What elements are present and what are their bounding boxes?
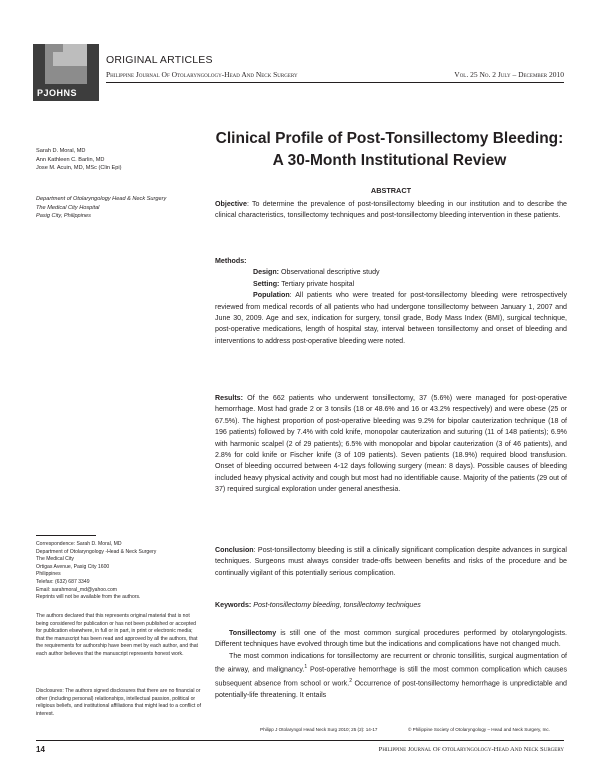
author-list (36, 147, 121, 173)
corr-line: Ortigas Avenue, Pasig City 1600 (36, 563, 110, 570)
ref-1[interactable]: 1 (304, 664, 308, 671)
logo-text: PJOHNS (37, 88, 78, 98)
declaration-note: The authors declared that this represents original material that is not being considered for publication or has not been published or accepted for publication elsewhere, in full or in part, in print or electronic media; that the manuscript has been read and approved by all the authors, that the requirements for authorship have been met by each author, and that each author believes that the manuscript represents honest work. (36, 613, 198, 657)
results-label: Results: (215, 394, 243, 402)
abstract-results (215, 393, 567, 496)
copyright-footnote: © Philippine Society of Otolaryngology – Head and Neck Surgery, Inc. (408, 727, 550, 732)
conclusion-text: : Post-tonsillectomy bleeding is still a clinically significant complication despite advances in surgical techniques. Surgeons must always consider trade-offs between benefits and risks of the procedure and be continually vigilant of this potentially serious complication. (215, 546, 567, 577)
design-text: Observational descriptive study (279, 268, 380, 277)
keywords-label: Keywords: (215, 601, 252, 609)
header-journal: Philippine Journal Of Otolaryngology-Head And Neck Surgery (106, 70, 298, 79)
corr-line: Reprints will not be available from the authors. (36, 594, 141, 601)
setting-text: Tertiary private hospital (279, 279, 355, 288)
journal-logo (33, 44, 99, 101)
objective-text: : To determine the prevalence of post-tonsillectomy bleeding in our institution and to describe the clinical characteristics, tonsillectomy techniques and post-tonsillectomy bleeding intervention in these patients. (215, 200, 567, 220)
corr-email[interactable]: Email: sarahmoral_md@yahoo.com (36, 586, 118, 593)
corr-line: Department of Otolaryngology -Head & Neck Surgery (36, 548, 157, 555)
corr-line: Philippines (36, 571, 61, 578)
corr-line: The Medical City (36, 556, 74, 563)
affiliation-line: The Medical City Hospital (36, 204, 100, 211)
abstract-heading: ABSTRACT (370, 186, 412, 195)
keywords (215, 600, 567, 611)
objective-label: Objective (215, 200, 247, 208)
body-p2a: The most common indications for tonsillectomy are recurrent or chronic tonsillitis, surgical augmentation of the airway, and malignancy. (215, 651, 567, 674)
body-p2c: Occurrence of post-tonsillectomy hemorrhage is unpredictable and potentially-life threatening. It entails (215, 679, 567, 699)
title-line-1: Clinical Profile of Post-Tonsillectomy Bleeding: (215, 130, 564, 147)
affiliation-line: Department of Otolaryngology Head & Neck Surgery (36, 196, 167, 202)
conclusion-label: Conclusion (215, 546, 254, 554)
design-label: Design: (253, 268, 280, 277)
body-text (215, 628, 567, 701)
sidebar-rule (36, 535, 96, 536)
author: Sarah D. Moral, MD (36, 148, 86, 154)
setting-label: Setting: (253, 279, 280, 288)
body-p2b: Post-operative hemorrhage is still the most common complication which causes subsequent absence from school or work. (215, 665, 567, 688)
corr-line: Telefax: (632) 687 3349 (36, 578, 90, 585)
body-p1: is still one of the most common surgical procedures performed by otolaryngologists. Different techniques have evolved through time but the indications and complications have not changed much. (215, 629, 567, 649)
corr-line: Correspondence: Sarah D. Moral, MD (36, 541, 122, 547)
footer-rule (36, 740, 564, 741)
title-line-2: A 30-Month Institutional Review (272, 152, 507, 169)
abstract-methods (215, 256, 567, 347)
methods-label: Methods: (215, 257, 247, 265)
author: Ann Kathleen C. Barlin, MD (36, 156, 105, 163)
keywords-text: Post-tonsillectomy bleeding, tonsillectomy techniques (251, 601, 421, 609)
population-label: Population (253, 291, 290, 300)
abstract-conclusion (215, 545, 567, 579)
header-issue: Vol. 25 No. 2 July – December 2010 (454, 70, 564, 79)
author: Jose M. Acuin, MD, MSc (Clin Epi) (36, 165, 122, 172)
ref-2[interactable]: 2 (349, 677, 352, 684)
body-lead: Tonsillectomy (229, 629, 277, 637)
citation-footnote: Philipp J Otolaryngol Head Neck Surg 2010; 25 (2): 14-17 (260, 727, 378, 732)
header-rule (106, 82, 564, 83)
affiliation-line: Pasig City, Philippines (36, 213, 91, 220)
population-text: : All patients who were treated for post-tonsillectomy bleeding were retrospectively reviewed from medical records of all patients who had undergone tonsillectomy between January 1, 2007 and June 30, 2009. Age and sex, indication for surgery, tonsil grade, Body Mass Index (BMI), surgical technique, post-operative medications, length of hospital stay, interval between tonsillectomy and onset of bleeding and interventions to address post-operative bleeding were noted. (215, 291, 567, 345)
abstract-objective (215, 199, 567, 222)
article-title (215, 128, 564, 172)
section-label: ORIGINAL ARTICLES (106, 54, 213, 66)
affiliation (36, 195, 166, 221)
disclosures-note: Disclosures: The authors signed disclosures that there are no financial or other (including personal) relationships, intellectual passion, political or religious beliefs, and institutional affiliations that might lead to a conflict of interest. (36, 688, 201, 717)
results-text: Of the 662 patients who underwent tonsillectomy, 37 (5.6%) were managed for post-operative hemorrhage. Most had grade 2 or 3 tonsils (18 or 48.6% and 16 or 43.2% respectively) and were obese (25 or 67.5%). The highest proportion of post-operative bleeding was 9.2% for bipolar cauterization technique (18 of 196 patients) followed by 7.4% with cold knife, monopolar cauterization and suturing (11 of 148 patients); 6.9% with harmonic scalpel (2 of 29 patients); 6.5% with monopolar and bipolar cauterization (3 of 46 patients), and 2.8% for cold knife or Fischer knife (3 of 109 patients). Seven patients (18.9%) required blood transfusion. Onset of bleeding occurred between 4-12 days following surgery (mean: 8 days). Possible causes of bleeding included heavy physical activity and cough but most had no identifiable cause. Majority of the patients (29 out of 37) required surgical exploration under general anesthesia. (215, 394, 567, 494)
page-number: 14 (36, 745, 45, 754)
footer-journal: Philippine Journal Of Otolaryngology-Head And Neck Surgery (378, 746, 564, 753)
correspondence (36, 541, 206, 602)
